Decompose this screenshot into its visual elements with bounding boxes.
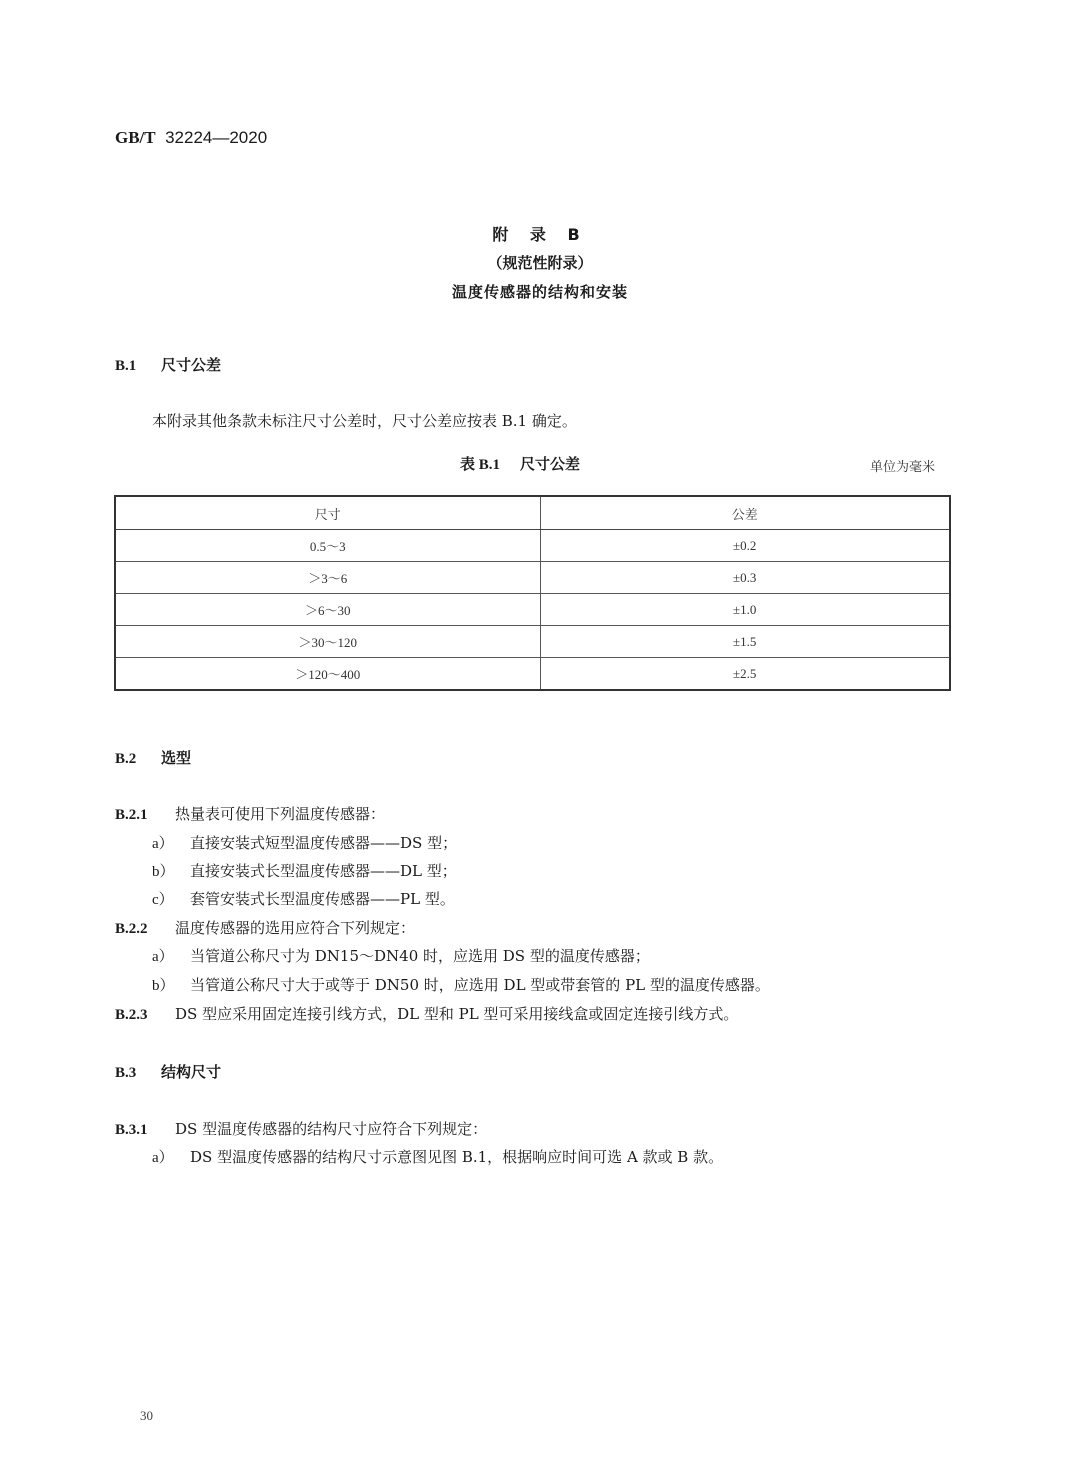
section-b3-heading [115,1061,221,1082]
list-marker: a） [152,949,174,965]
cell-tolerance: ±1.5 [540,626,950,658]
list-text: 套管安装式长型温度传感器——PL 型。 [190,890,455,908]
section-number: B.2 [115,751,137,767]
table-row [115,530,950,562]
list-text: 当管道公称尺寸为 DN15～DN40 时，应选用 DS 型的温度传感器； [190,947,650,965]
standard-code [115,128,267,148]
list-text: 当管道公称尺寸大于或等于 DN50 时，应选用 DL 型或带套管的 PL 型的温度传感器。 [190,976,770,994]
cell-size: ＞6～30 [115,594,540,626]
clause-number: B.2.2 [115,921,148,937]
clause-b23 [115,1003,738,1024]
section-title: 结构尺寸 [161,1063,222,1081]
cell-tolerance: ±0.2 [540,530,950,562]
clause-b22 [115,917,415,938]
standard-number: 32224—2020 [165,128,268,147]
list-marker: b） [152,864,175,880]
clause-number: B.3.1 [115,1122,148,1138]
clause-text: DS 型应采用固定连接引线方式，DL 型和 PL 型可采用接线盒或固定连接引线方式。 [175,1005,739,1023]
section-b1-heading [115,354,221,375]
table-row [115,562,950,594]
list-marker: a） [152,836,174,852]
cell-size: ＞3～6 [115,562,540,594]
cell-size: ＞120～400 [115,658,540,691]
clause-text: DS 型温度传感器的结构尺寸应符合下列规定： [175,1120,488,1138]
clause-number: B.2.3 [115,1007,148,1023]
list-item [152,860,457,881]
table-unit: 单位为毫米 [870,460,936,475]
section-b1-paragraph: 本附录其他条款未标注尺寸公差时，尺寸公差应按表 B.1 确定。 [152,412,577,430]
list-marker: c） [152,892,174,908]
appendix-subject: 温度传感器的结构和安装 [451,283,628,301]
clause-b31 [115,1118,487,1139]
list-text: 直接安装式短型温度传感器——DS 型； [190,834,458,852]
clause-b21 [115,803,385,824]
cell-tolerance: ±0.3 [540,562,950,594]
appendix-type: （规范性附录） [487,254,593,272]
appendix-title: 附 录 B [492,225,588,244]
section-title: 尺寸公差 [161,356,222,374]
list-text: DS 型温度传感器的结构尺寸示意图见图 B.1，根据响应时间可选 A 款或 B 款。 [190,1148,724,1166]
cell-tolerance: ±1.0 [540,594,950,626]
list-item [152,1146,723,1167]
section-number: B.1 [115,358,137,374]
table-row [115,626,950,658]
list-marker: a） [152,1150,174,1166]
list-marker: b） [152,978,175,994]
list-text: 直接安装式长型温度传感器——DL 型； [190,862,457,880]
cell-size: ＞30～120 [115,626,540,658]
table-caption-title: 尺寸公差 [520,455,581,473]
table-caption-number: 表 B.1 [460,457,501,473]
page-number: 30 [140,1408,153,1423]
standard-prefix: GB/T [115,128,156,147]
list-item [152,974,770,995]
clause-text: 温度传感器的选用应符合下列规定： [175,919,416,937]
table-header-row [115,496,950,530]
table-row [115,594,950,626]
list-item [152,888,455,909]
table-row [115,658,950,691]
section-b2-heading [115,747,191,768]
list-item [152,832,457,853]
section-title: 选型 [161,749,192,767]
table-caption [460,453,580,474]
tolerance-table [114,495,951,691]
section-number: B.3 [115,1065,137,1081]
clause-number: B.2.1 [115,807,148,823]
cell-tolerance: ±2.5 [540,658,950,691]
cell-size: 0.5～3 [115,530,540,562]
column-header-tolerance: 公差 [540,496,950,530]
list-item [152,945,650,966]
clause-text: 热量表可使用下列温度传感器： [175,805,386,823]
column-header-size: 尺寸 [115,496,540,530]
